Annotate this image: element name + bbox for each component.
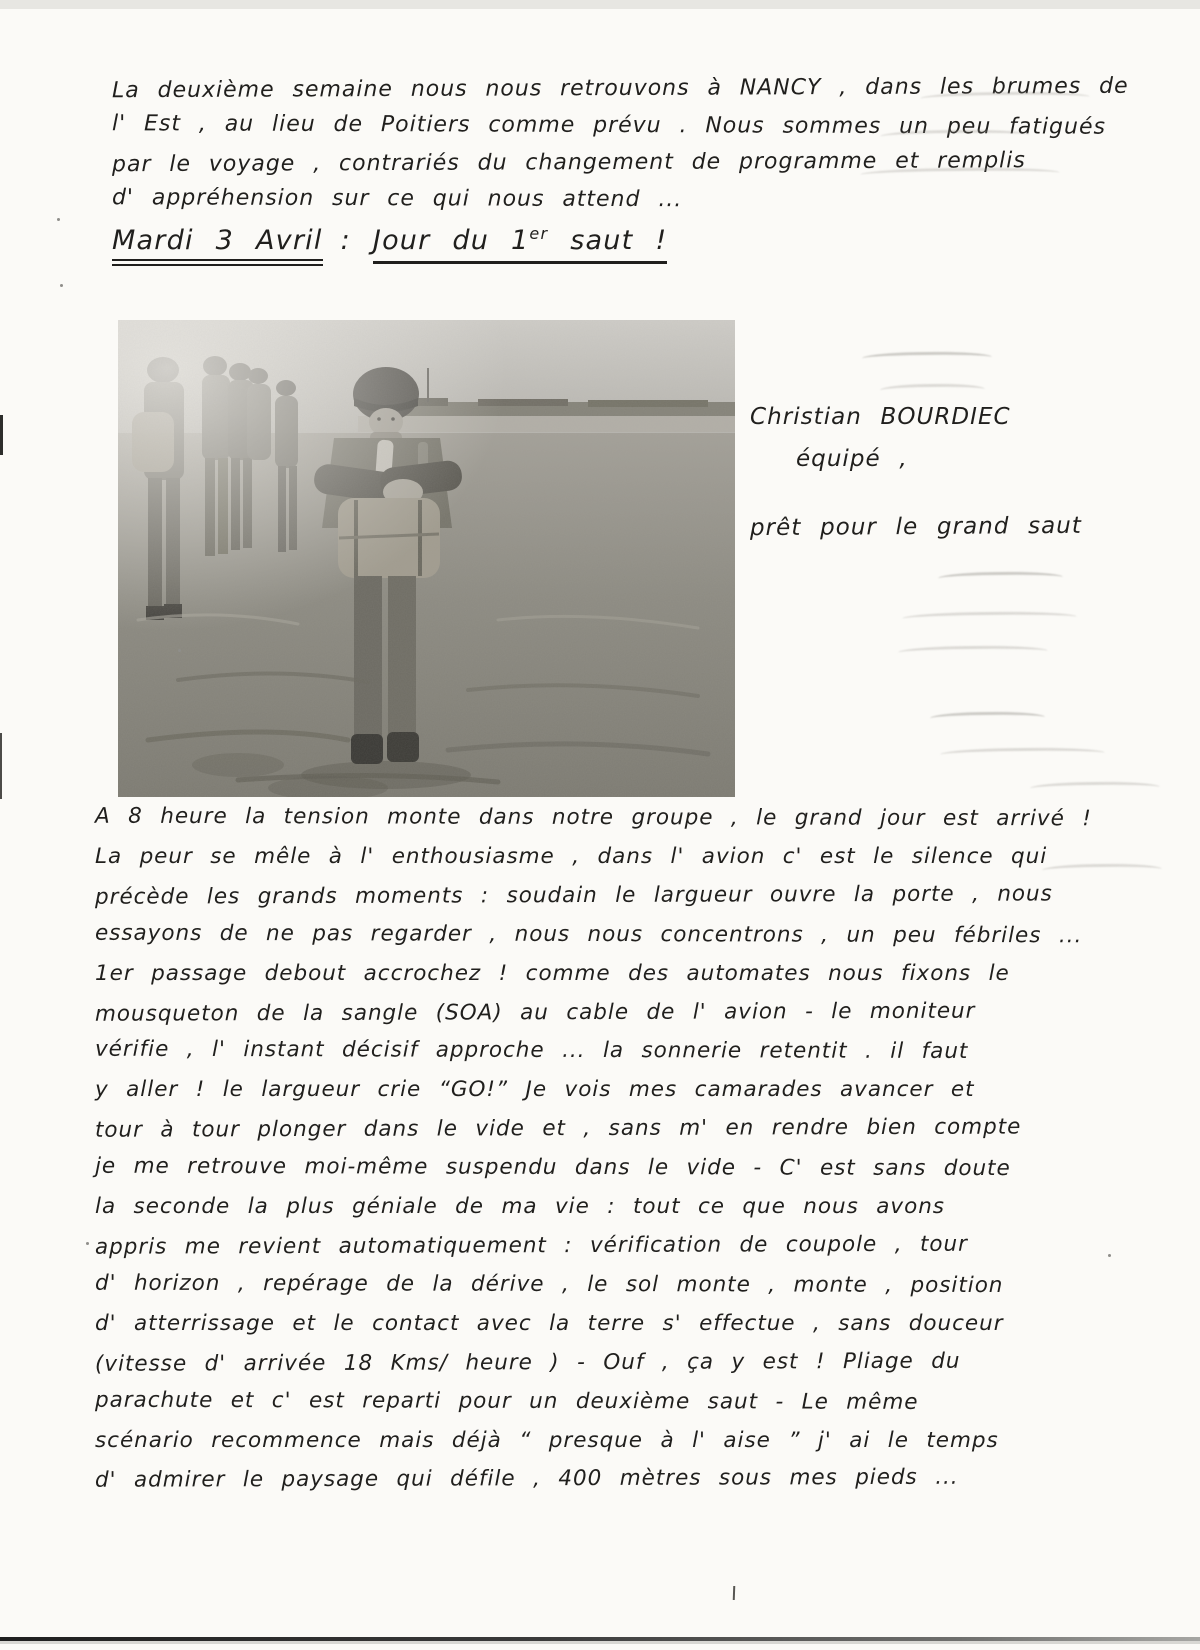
body-line: vérifie , l' instant décisif approche ... la sonnerie retentit . il faut [94,1037,969,1065]
paper-speck [1108,1254,1111,1257]
intro-line: par le voyage , contrariés du changement de programme et remplis [111,148,1026,178]
caption-ready: prêt pour le grand saut [749,512,1083,542]
intro-line: La deuxième semaine nous nous retrouvons à NANCY , dans les brumes de [111,73,1129,104]
paper-speck [60,284,63,287]
scanner-edge-shadow [0,1641,1200,1644]
heading-date: Mardi 3 Avril [112,225,323,266]
caption-name: Christian BOURDIEC [750,404,1011,430]
body-line: d' horizon , repérage de la dérive , le sol monte , monte , position [94,1270,1004,1298]
body-line: parachute et c' est reparti pour un deuxième saut - Le même [94,1387,919,1415]
body-line: je me retrouve moi-même suspendu dans le vide - C' est sans doute [94,1153,1011,1182]
body-line: précède les grands moments : soudain le largueur ouvre la porte , nous [94,881,1053,910]
body-line: (vitesse d' arrivée 18 Kms/ heure ) - Ouf , ça y est ! Pliage du [94,1348,961,1377]
body-line: A 8 heure la tension monte dans notre groupe , le grand jour est arrivé ! [94,803,1092,832]
intro-line: d' appréhension sur ce qui nous attend ... [111,185,683,213]
paratrooper-photo-illustration [118,320,735,797]
scan-edge-mark [0,733,2,799]
bleed-through-mark [930,711,1045,725]
body-line: tour à tour plonger dans le vide et , sans m' en rendre bien compte [94,1114,1022,1143]
paper-speck [86,1242,89,1245]
heading-colon: : [340,225,351,256]
heading-title-sup: er [529,224,549,243]
bleed-through-mark [862,351,992,365]
bleed-through-mark [938,571,1063,585]
bleed-through-mark [902,611,1077,626]
paratrooper-photo [118,320,735,797]
caption-equipped: équipé , [796,446,908,472]
body-line: d' atterrissage et le contact avec la terre s' effectue , sans douceur [95,1310,1004,1336]
scanner-top-strip [0,0,1200,9]
body-line: d' admirer le paysage qui défile , 400 mètres sous mes pieds ... [94,1465,959,1494]
body-line: y aller ! le largueur crie “GO!” Je vois mes camarades avancer et [95,1077,975,1103]
scan-edge-mark [0,415,3,455]
bleed-through-mark [1042,863,1162,877]
bleed-through-mark [1030,781,1160,795]
photo-caption [750,396,1082,548]
intro-line: l' Est , au lieu de Poitiers comme prévu . Nous sommes un peu fatigués [111,111,1106,140]
paper-speck [57,218,60,221]
body-line: mousqueton de la sangle (SOA) au cable de l' avion - le moniteur [94,998,976,1027]
body-line: essayons de ne pas regarder , nous nous concentrons , un peu fébriles ... [94,920,1083,948]
body-line: appris me revient automatiquement : vérification de coupole , tour [94,1231,968,1260]
heading-title [373,224,668,264]
body-line: 1er passage debout accrochez ! comme des automates nous fixons le [95,960,1010,986]
body-line: scénario recommence mais déjà “ presque à l' aise ” j' ai le temps [95,1427,999,1453]
section-heading [112,224,667,266]
paper-speck [178,649,181,652]
bleed-through-mark [898,645,1048,660]
body-paragraph [95,799,1092,1499]
body-line: la seconde la plus géniale de ma vie : tout ce que nous avons [95,1194,945,1220]
bleed-through-mark [940,747,1105,762]
body-line: La peur se mêle à l' enthousiasme , dans l' avion c' est le silence qui [95,843,1048,869]
heading-title-text: saut ! [548,225,668,256]
stray-pen-mark [733,1586,735,1600]
heading-title-text: Jour du 1 [372,225,530,256]
